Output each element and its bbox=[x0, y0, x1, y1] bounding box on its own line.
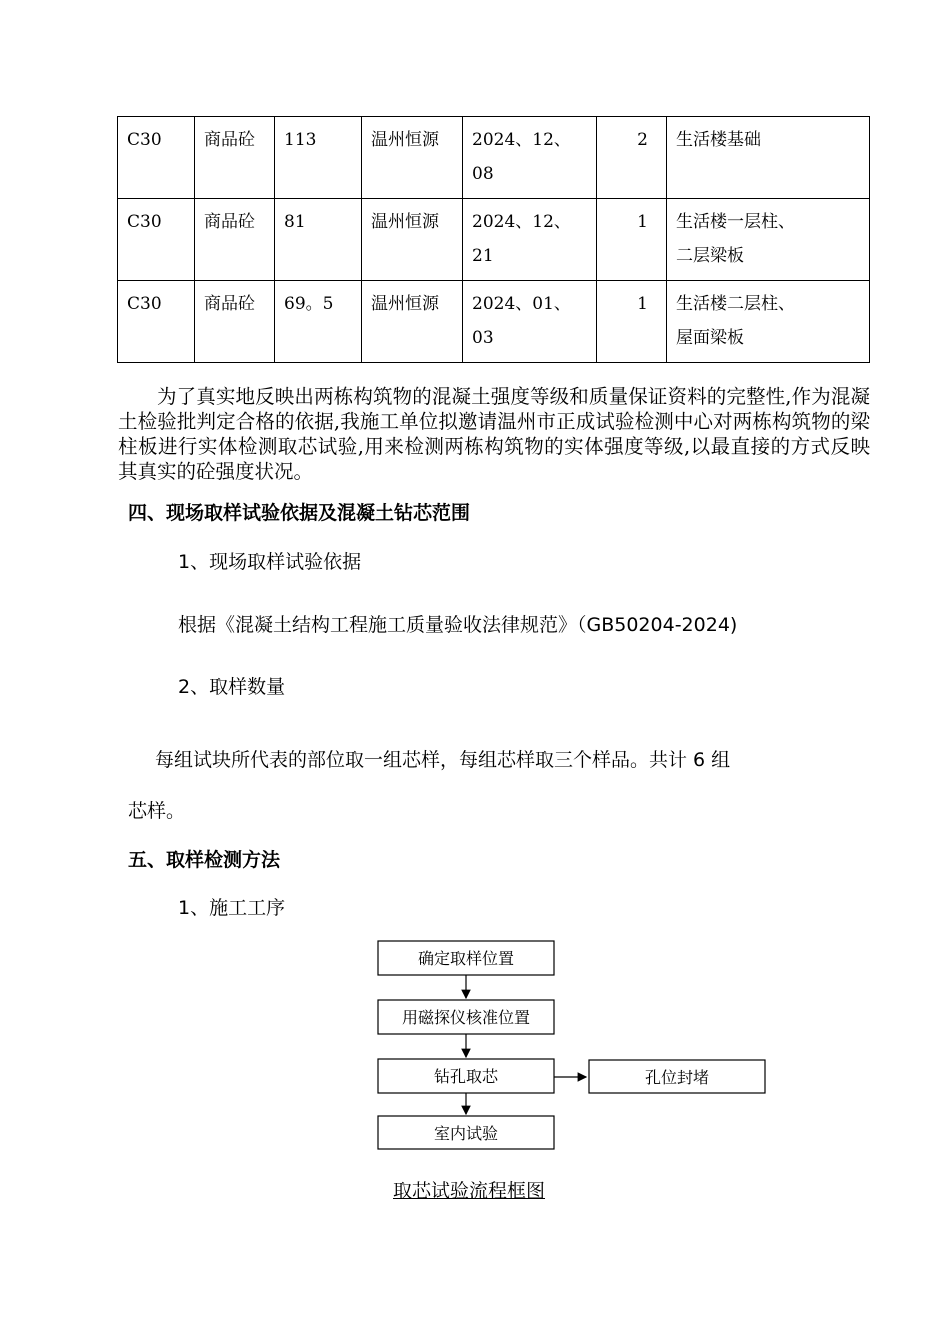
flow-step-label: 钻孔取芯 bbox=[433, 1067, 499, 1086]
date-cell: 2024、01、03 bbox=[463, 281, 597, 363]
grade-cell: C30 bbox=[118, 199, 195, 281]
section4-item1-text: 根据《混凝土结构工程施工质量验收法律规范》（GB50204-2024) bbox=[178, 614, 738, 636]
flow-step-box bbox=[378, 941, 554, 975]
supplier-cell: 温州恒源 bbox=[362, 281, 463, 363]
section4-item2-line2: 芯样。 bbox=[128, 800, 186, 822]
flow-step-label: 确定取样位置 bbox=[417, 949, 515, 968]
location-line1: 生活楼基础 bbox=[676, 130, 761, 150]
section5-item1-title: 1、施工工序 bbox=[178, 897, 286, 919]
location-line2: 二层梁板 bbox=[676, 246, 744, 266]
section4-item2-line1: 每组试块所代表的部位取一组芯样，每组芯样取三个样品。共计 6 组 bbox=[155, 749, 731, 771]
count-cell: 1 bbox=[597, 199, 667, 281]
grade-cell: C30 bbox=[118, 117, 195, 199]
section5-heading: 五、取样检测方法 bbox=[128, 849, 281, 871]
location-line1: 生活楼一层柱、 bbox=[676, 212, 795, 232]
supplier-cell: 温州恒源 bbox=[362, 117, 463, 199]
flow-step-box bbox=[378, 1116, 554, 1149]
date-cell: 2024、12、08 bbox=[463, 117, 597, 199]
flow-step-box bbox=[378, 1000, 554, 1034]
count-cell: 2 bbox=[597, 117, 667, 199]
volume-cell: 69。5 bbox=[275, 281, 362, 363]
flow-step-box bbox=[378, 1059, 554, 1093]
intro-paragraph: 为了真实地反映出两栋构筑物的混凝土强度等级和质量保证资料的完整性,作为混凝土检验批判定合格的依据,我施工单位拟邀请温州市正成试验检测中心对两栋构筑物的梁柱板进行实体检测取芯试验,用来检测两栋构筑物的实体强度等级,以最直接的方式反映其真实的砼强度状况。 bbox=[118, 385, 870, 483]
flowchart-caption: 取芯试验流程框图 bbox=[393, 1180, 546, 1202]
type-cell: 商品砼 bbox=[195, 281, 275, 363]
section4-item1-title: 1、现场取样试验依据 bbox=[178, 551, 362, 573]
type-cell: 商品砼 bbox=[195, 117, 275, 199]
flow-step-label: 室内试验 bbox=[433, 1124, 499, 1143]
type-cell: 商品砼 bbox=[195, 199, 275, 281]
date-cell: 2024、12、21 bbox=[463, 199, 597, 281]
count-cell: 1 bbox=[597, 281, 667, 363]
grade-cell: C30 bbox=[118, 281, 195, 363]
volume-cell: 81 bbox=[275, 199, 362, 281]
location-line1: 生活楼二层柱、 bbox=[676, 294, 795, 314]
volume-cell: 113 bbox=[275, 117, 362, 199]
location-line2: 屋面梁板 bbox=[676, 328, 744, 348]
section4-item2-title: 2、取样数量 bbox=[178, 676, 286, 698]
supplier-cell: 温州恒源 bbox=[362, 199, 463, 281]
flow-step-label: 用磁探仪核准位置 bbox=[401, 1008, 531, 1027]
flow-side-step-box bbox=[589, 1060, 765, 1093]
flow-side-step-label: 孔位封堵 bbox=[644, 1068, 710, 1087]
section4-heading: 四、现场取样试验依据及混凝土钻芯范围 bbox=[128, 502, 471, 524]
